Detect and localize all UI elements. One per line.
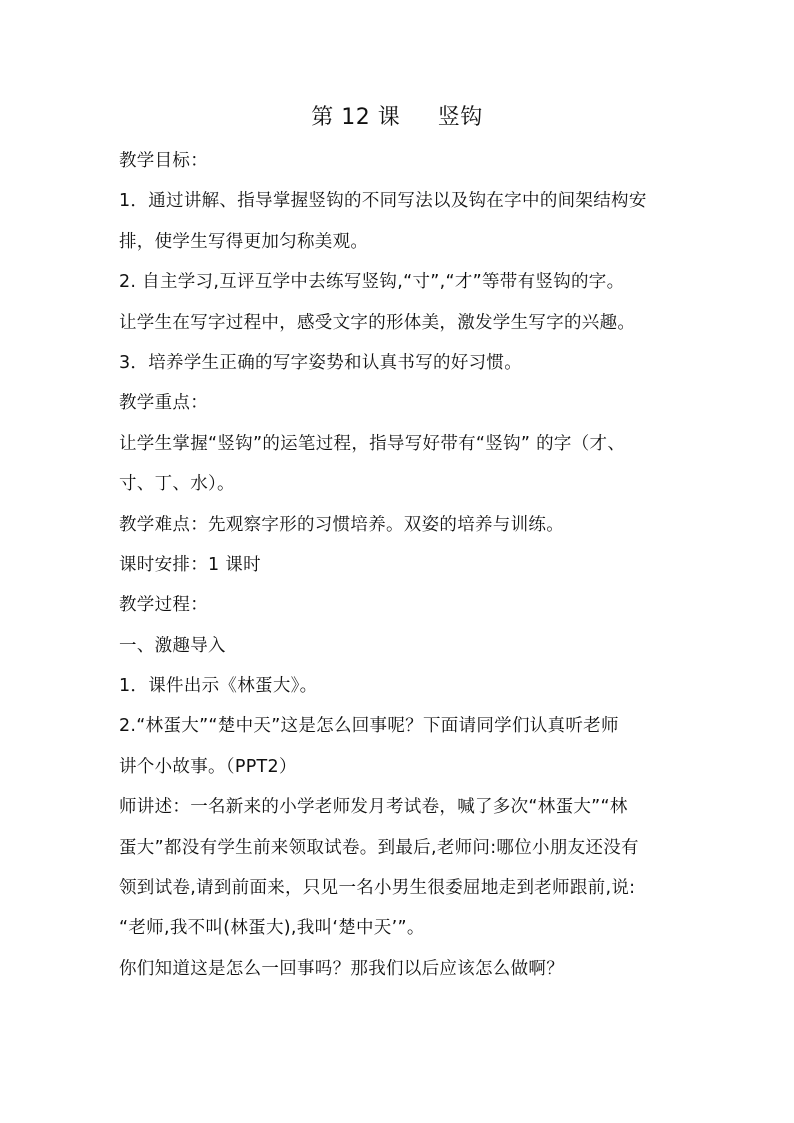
- section-heading-key-points: 教学重点：: [119, 393, 208, 414]
- paragraph-line: 领到试卷,请到前面来，只见一名小男生很委屈地走到老师跟前,说:: [119, 878, 636, 899]
- paragraph-line: 1．通过讲解、指导掌握竖钩的不同写法以及钩在字中的间架结构安: [119, 191, 647, 212]
- paragraph-line: 寸、丁、水）。: [119, 474, 235, 495]
- section-heading-process: 教学过程：: [119, 595, 208, 616]
- paragraph-line: 蛋大”都没有学生前来领取试卷。到最后,老师问:哪位小朋友还没有: [119, 837, 639, 858]
- lesson-body: [119, 141, 679, 989]
- paragraph-line: 1．课件出示《林蛋大》。: [119, 676, 318, 697]
- paragraph-line: 师讲述：一名新来的小学老师发月考试卷，喊了多次“林蛋大”“林: [119, 797, 628, 818]
- section-line-schedule: 课时安排：1 课时: [119, 554, 261, 575]
- paragraph-line: 排，使学生写得更加匀称美观。: [119, 231, 369, 252]
- paragraph-line: 让学生在写字过程中，感受文字的形体美，激发学生写字的兴趣。: [119, 312, 636, 333]
- lesson-title: 第 12 课 竖钩: [311, 105, 483, 130]
- paragraph-line: 你们知道这是怎么一回事吗？那我们以后应该怎么做啊？: [119, 958, 564, 979]
- paragraph-line: 让学生掌握“竖钩”的运笔过程，指导写好带有“竖钩” 的字（才、: [119, 433, 626, 454]
- section-heading-objectives: 教学目标：: [119, 151, 208, 171]
- section-line-difficulties: 教学难点：先观察字形的习惯培养。双姿的培养与训练。: [119, 514, 564, 535]
- paragraph-line: “老师,我不叫(林蛋大),我叫‘楚中天’”。: [119, 918, 425, 939]
- subsection-heading: 一、激趣导入: [119, 635, 226, 656]
- paragraph-line: 2. 自主学习,互评互学中去练写竖钩,“寸”,“才”等带有竖钩的字。: [119, 272, 625, 293]
- paragraph-line: 2.“林蛋大”“楚中天”这是怎么回事呢？下面请同学们认真听老师: [119, 716, 619, 737]
- paragraph-line: 讲个小故事。（PPT2）: [119, 756, 297, 777]
- paragraph-line: 3．培养学生正确的写字姿势和认真书写的好习惯。: [119, 352, 523, 373]
